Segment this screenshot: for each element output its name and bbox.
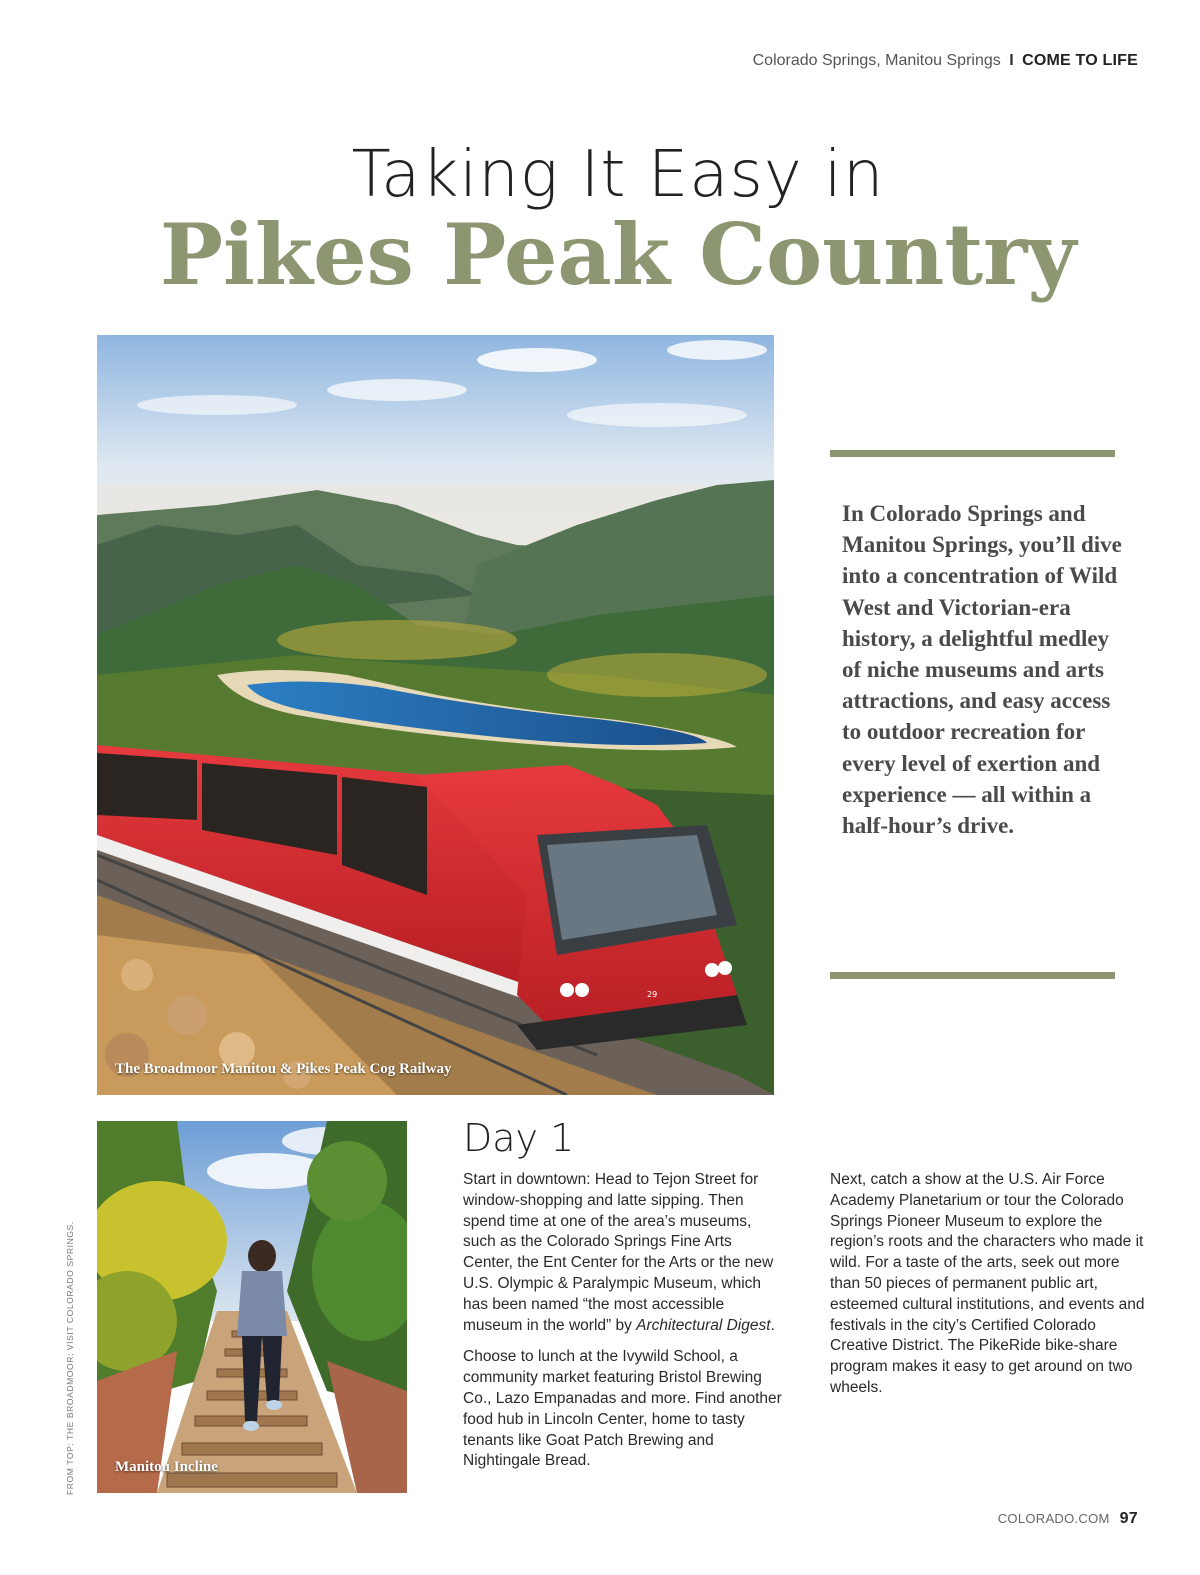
train-number: 29 <box>647 990 658 999</box>
day-1-paragraph-1 <box>463 1170 783 1336</box>
cog-railway-photo <box>97 335 774 1095</box>
title-kicker: Taking It Easy in <box>351 138 885 212</box>
day-1-heading: Day 1 <box>463 1116 575 1160</box>
page-title: Pikes Peak Country <box>159 205 1077 304</box>
manitou-incline-illustration <box>97 1121 407 1493</box>
running-header <box>753 52 1138 70</box>
photo-credit: FROM TOP: THE BROADMOOR; VISIT COLORADO SPRINGS. <box>65 1221 75 1495</box>
day-1-column-2 <box>830 1170 1148 1399</box>
page-footer <box>998 1510 1138 1528</box>
header-section: COME TO LIFE <box>1022 52 1138 69</box>
main-photo-caption: The Broadmoor Manitou & Pikes Peak Cog Railway <box>115 1061 452 1077</box>
day-1-paragraph-2: Choose to lunch at the Ivywild School, a community market featuring Bristol Brewing Co., Lazo Empanadas and more. Find another food hub in Lincoln Center, home to tasty tenants like Goat Patch Brewing and Nightingale Bread. <box>463 1348 782 1470</box>
pullquote: In Colorado Springs and Manitou Springs, you’ll dive into a concentration of Wild West and Victorian-era history, a delightful medley of niche museums and arts attractions, and easy access to outdoor recreation for every level of exertion and experience — all within a half-hour’s drive. <box>842 501 1122 839</box>
header-locations: Colorado Springs, Manitou Springs <box>752 52 1001 69</box>
publication-name: Architectural Digest <box>636 1316 771 1334</box>
paragraph-text-end: . <box>770 1316 775 1334</box>
pullquote-top-rule <box>830 450 1115 457</box>
page-number: 97 <box>1119 1510 1138 1527</box>
day-1-paragraph-3: Next, catch a show at the U.S. Air Force Academy Planetarium or tour the Colorado Springs Pioneer Museum to explore the region’s roots and the characters who made it wild. For a taste of the arts, seek out more than 50 pieces of permanent public art, esteemed cultural institutions, and events and festivals in the city’s Certified Colorado Creative District. The PikeRide bike-share program makes it easy to get around on two wheels. <box>830 1171 1145 1396</box>
incline-photo-caption: Manitou Incline <box>115 1459 218 1475</box>
pullquote-bottom-rule <box>830 972 1115 979</box>
header-separator: I <box>1009 52 1014 69</box>
paragraph-text: Start in downtown: Head to Tejon Street for window-shopping and latte sipping. Then spend time at one of the area’s museums, such as the Colorado Springs Fine Arts Center, the Ent Center for the Arts or the new U.S. Olympic & Paralympic Museum, which has been named “the most accessible museum in the world” by <box>463 1171 774 1334</box>
cog-railway-illustration <box>97 335 774 1095</box>
manitou-incline-photo <box>97 1121 407 1493</box>
footer-site: COLORADO.COM <box>997 1511 1110 1526</box>
day-1-column-1 <box>463 1170 783 1472</box>
